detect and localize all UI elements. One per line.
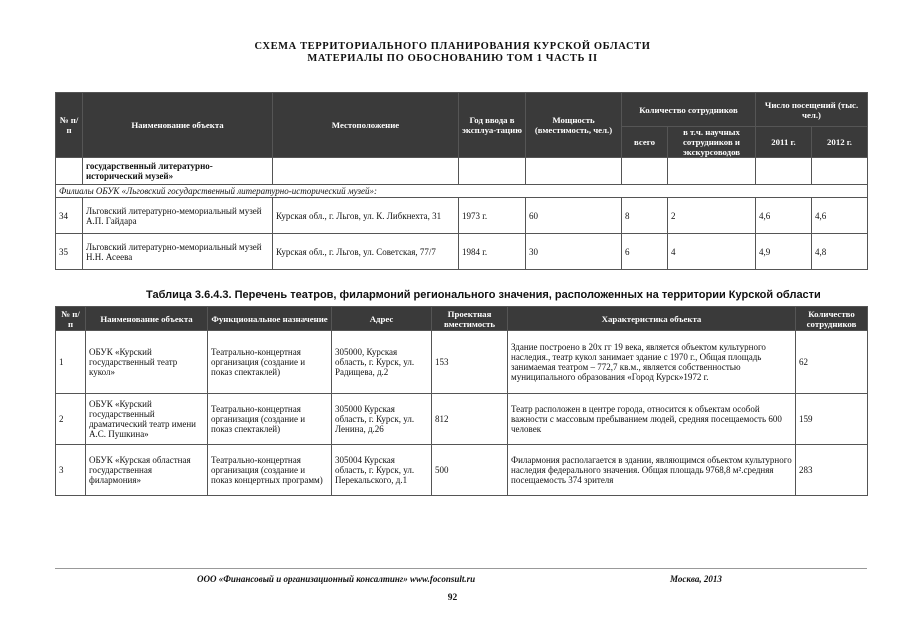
cell-year: 1984 г.	[459, 234, 526, 270]
cell-function: Театрально-концертная организация (создание и показ спектаклей)	[208, 394, 332, 445]
cell-2012: 4,8	[812, 234, 868, 270]
cell-staff: 62	[796, 331, 868, 394]
cell-staff: 159	[796, 394, 868, 445]
header-staff-total: всего	[622, 127, 668, 158]
header-name: Наименование объекта	[83, 93, 273, 158]
branch-label: Филиалы ОБУК «Льговский государственный литературно-исторический музей»:	[56, 185, 868, 198]
cell-name: государственный литературно-исторический музей»	[83, 158, 273, 185]
header-staff-sci: в т.ч. научных сотрудников и экскурсоводов	[668, 127, 756, 158]
table-row	[56, 394, 868, 445]
cell-2012: 4,6	[812, 198, 868, 234]
header-staff: Количество сотрудников	[622, 93, 756, 127]
table-row-branch	[56, 185, 868, 198]
cell-num: 34	[56, 198, 83, 234]
header-description: Характеристика объекта	[508, 307, 796, 331]
cell-location: Курская обл., г. Льгов, ул. Советская, 77/7	[273, 234, 459, 270]
header-address: Адрес	[332, 307, 432, 331]
header-visits: Число посещений (тыс. чел.)	[756, 93, 868, 127]
table-row	[56, 158, 868, 185]
cell-2011: 4,6	[756, 198, 812, 234]
cell-num: 35	[56, 234, 83, 270]
header-num: № п/п	[56, 93, 83, 158]
cell-num: 1	[56, 331, 86, 394]
cell-name: ОБУК «Курский государственный театр кукол»	[86, 331, 208, 394]
footer-divider	[55, 568, 867, 569]
cell-address: 305000 Курская область, г. Курск, ул. Ленина, д.26	[332, 394, 432, 445]
cell-description: Здание построено в 20х гг 19 века, является объектом культурного наследия., театр кукол занимает здание с 1970 г., Общая площадь занимаемая театром – 772,7 кв.м., является собственностью муниципального образования «Город Курск»1972 г.	[508, 331, 796, 394]
footer-city-year: Москва, 2013	[670, 574, 722, 584]
cell-function: Театрально-концертная организация (создание и показ спектаклей)	[208, 331, 332, 394]
header-staff: Количество сотрудников	[796, 307, 868, 331]
table-caption: Таблица 3.6.4.3. Перечень театров, филармоний регионального значения, расположенных на территории Курской области	[146, 289, 821, 301]
cell-name: ОБУК «Курский государственный драматический театр имени А.С. Пушкина»	[86, 394, 208, 445]
cell-total: 8	[622, 198, 668, 234]
cell-num: 2	[56, 394, 86, 445]
theatres-table	[55, 306, 868, 496]
header-location: Местоположение	[273, 93, 459, 158]
page-number: 92	[447, 593, 458, 603]
document-header-title: СХЕМА ТЕРРИТОРИАЛЬНОГО ПЛАНИРОВАНИЯ КУРСКОЙ ОБЛАСТИ	[254, 41, 651, 52]
cell-sci: 2	[668, 198, 756, 234]
header-2012: 2012 г.	[812, 127, 868, 158]
document-header-subtitle: МАТЕРИАЛЫ ПО ОБОСНОВАНИЮ ТОМ 1 ЧАСТЬ II	[307, 53, 598, 64]
table-row	[56, 234, 868, 270]
table-row	[56, 445, 868, 496]
cell-capacity: 30	[526, 234, 622, 270]
cell-name: Льговский литературно-мемориальный музей Н.Н. Асеева	[83, 234, 273, 270]
cell-address: 305000, Курская область, г. Курск, ул. Радищева, д.2	[332, 331, 432, 394]
cell-year: 1973 г.	[459, 198, 526, 234]
header-num: № п/п	[56, 307, 86, 331]
cell-address: 305004 Курская область, г. Курск, ул. Перекальского, д.1	[332, 445, 432, 496]
header-function: Функциональное назначение	[208, 307, 332, 331]
header-capacity: Проектная вместимость	[432, 307, 508, 331]
header-year: Год ввода в эксплуа-тацию	[459, 93, 526, 158]
cell-name: Льговский литературно-мемориальный музей А.П. Гайдара	[83, 198, 273, 234]
cell-description: Театр расположен в центре города, относится к объектам особой важности с массовым пребыванием людей, средняя посещаемость 600 человек	[508, 394, 796, 445]
cell-total: 6	[622, 234, 668, 270]
cell-location: Курская обл., г. Льгов, ул. К. Либкнехта, 31	[273, 198, 459, 234]
cell-capacity: 500	[432, 445, 508, 496]
cell-function: Театрально-концертная организация (создание и показ концертных программ)	[208, 445, 332, 496]
cell-staff: 283	[796, 445, 868, 496]
cell-capacity: 153	[432, 331, 508, 394]
header-capacity: Мощность (вместимость, чел.)	[526, 93, 622, 158]
footer-company: ООО «Финансовый и организационный консалтинг» www.foconsult.ru	[197, 574, 476, 584]
cell-num: 3	[56, 445, 86, 496]
cell-capacity: 812	[432, 394, 508, 445]
museums-table	[55, 92, 868, 270]
table-row	[56, 331, 868, 394]
cell-name: ОБУК «Курская областная государственная филармония»	[86, 445, 208, 496]
cell-capacity: 60	[526, 198, 622, 234]
header-name: Наименование объекта	[86, 307, 208, 331]
cell-2011: 4,9	[756, 234, 812, 270]
header-2011: 2011 г.	[756, 127, 812, 158]
table-row	[56, 198, 868, 234]
cell-description: Филармония располагается в здании, являющимся объектом культурного наследия федерального значения. Общая площадь 9768,8 м².средняя посещаемость 374 зрителя	[508, 445, 796, 496]
cell-sci: 4	[668, 234, 756, 270]
